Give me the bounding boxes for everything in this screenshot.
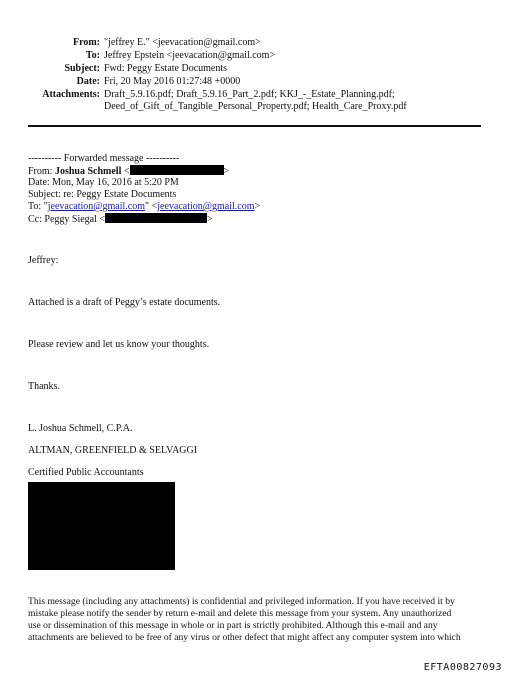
signature-title: Certified Public Accountants	[28, 467, 144, 478]
date-value: Fri, 20 May 2016 01:27:48 +0000	[104, 76, 241, 87]
forwarded-banner: ---------- Forwarded message ----------	[28, 153, 180, 164]
attachments-label: Attachments:	[42, 89, 100, 100]
disclaimer-line: use or dissemination of this message in whole or in part is strictly prohibited. Although this e-mail and any	[28, 620, 438, 631]
forwarded-to-label: To: "	[28, 201, 48, 212]
subject-value: Fwd: Peggy Estate Documents	[104, 63, 228, 74]
disclaimer-line: mistake please notify the sender by return e-mail and delete this message from your system. Any unauthorized	[28, 608, 452, 619]
redaction-box	[105, 213, 207, 223]
bates-number: EFTA00827093	[423, 662, 502, 673]
forwarded-from-close: >	[223, 166, 230, 177]
body-line-2: Please review and let us know your thoughts.	[28, 339, 210, 350]
forwarded-cc-close: >	[207, 214, 213, 225]
from-label: From:	[72, 37, 100, 48]
to-label: To:	[85, 50, 100, 61]
forwarded-cc-line	[28, 213, 213, 226]
forwarded-subject-line: Subject: re: Peggy Estate Documents	[28, 189, 177, 200]
forwarded-to-line	[28, 201, 260, 213]
date-label: Date:	[76, 76, 100, 87]
email-link[interactable]: jeevacation@gmail.com	[47, 201, 146, 212]
redaction-box	[28, 482, 175, 570]
greeting: Jeffrey:	[28, 255, 59, 266]
signature-firm: ALTMAN, GREENFIELD & SELVAGGI	[28, 445, 198, 456]
forwarded-cc-label: Cc: Peggy Siegal <	[28, 214, 106, 225]
to-value: Jeffrey Epstein <jeevacation@gmail.com>	[104, 50, 276, 61]
thanks: Thanks.	[28, 381, 60, 392]
forwarded-to-mid: " <	[145, 201, 158, 212]
disclaimer-line: attachments are believed to be free of any virus or other defect that might affect any computer system into which	[28, 632, 461, 643]
subject-label: Subject:	[64, 63, 100, 74]
forwarded-from-open: <	[121, 166, 130, 177]
from-value: "jeffrey E." <jeevacation@gmail.com>	[104, 37, 261, 48]
body-line-1: Attached is a draft of Peggy’s estate documents.	[28, 297, 221, 308]
forwarded-to-end: >	[254, 201, 261, 212]
attachments-line-1: Draft_5.9.16.pdf; Draft_5.9.16_Part_2.pdf; KKJ_-_Estate_Planning.pdf;	[104, 89, 395, 100]
forwarded-from-label: From:	[28, 166, 55, 177]
email-link[interactable]: jeevacation@gmail.com	[157, 201, 255, 212]
redaction-box	[130, 165, 224, 175]
header-divider	[28, 125, 481, 127]
signature-name: L. Joshua Schmell, C.P.A.	[28, 423, 133, 434]
attachments-line-2: Deed_of_Gift_of_Tangible_Personal_Property.pdf; Health_Care_Proxy.pdf	[104, 101, 407, 112]
forwarded-date-line: Date: Mon, May 16, 2016 at 5:20 PM	[28, 177, 179, 188]
disclaimer	[28, 596, 490, 644]
disclaimer-line: This message (including any attachments) is confidential and privileged information. If you have received it by	[28, 596, 455, 607]
forwarded-from-name: Joshua Schmell	[54, 166, 122, 177]
